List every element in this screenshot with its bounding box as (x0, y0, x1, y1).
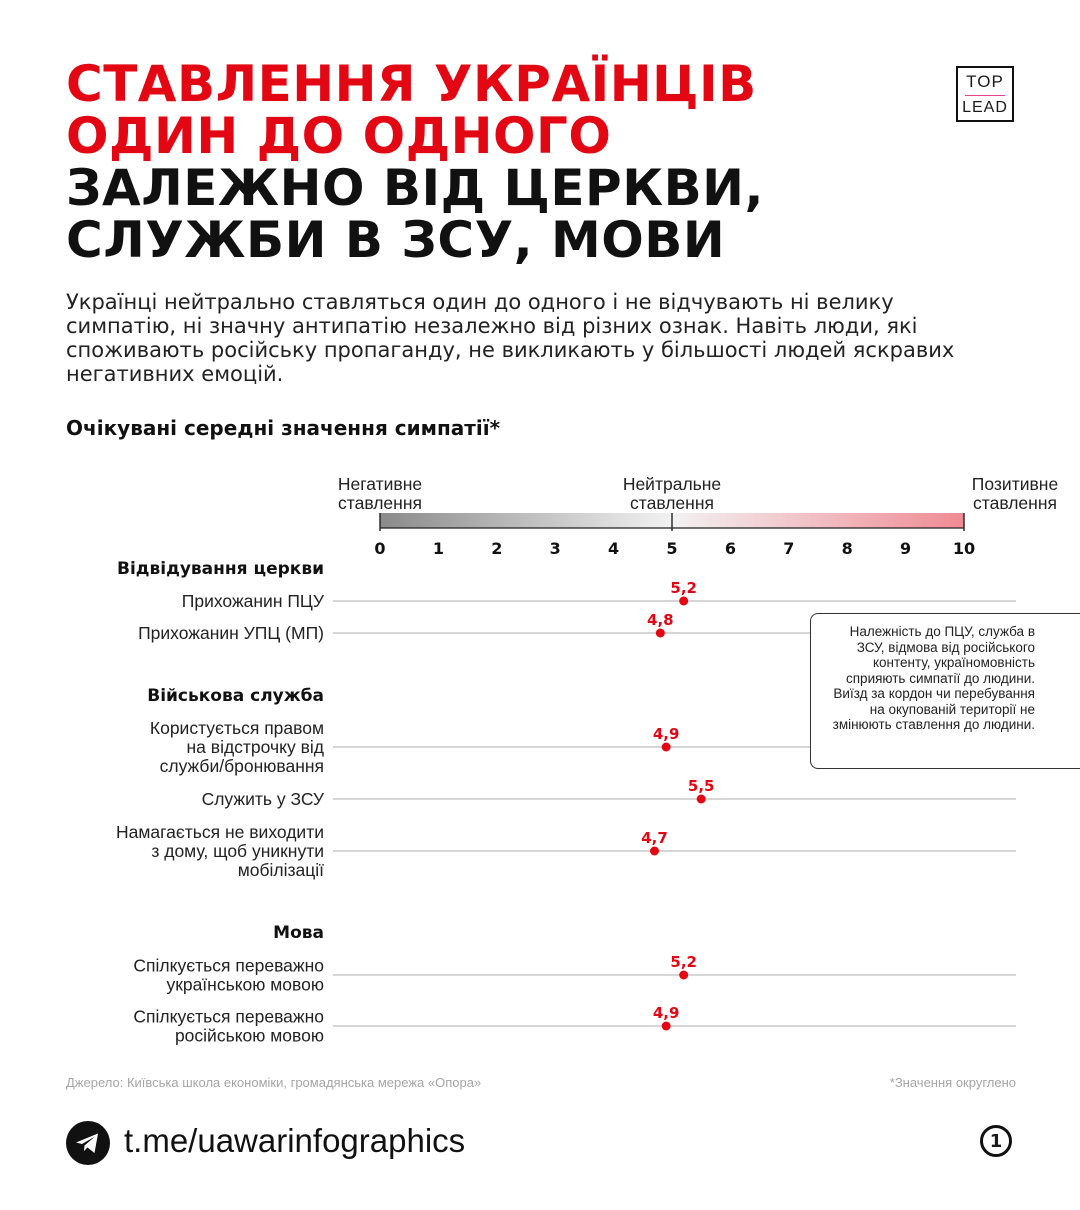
telegram-icon[interactable] (66, 1121, 110, 1165)
title-line-4: СЛУЖБИ В ЗСУ, МОВИ (66, 211, 726, 269)
x-tick-label: 3 (549, 539, 561, 558)
row-label: Намагається не виходити з дому, щоб уникнути мобілізації (115, 822, 324, 880)
scale-label-neutral: Нейтральне ставлення (622, 474, 722, 513)
row-label: Спілкується переважно російською мовою (133, 1006, 324, 1046)
x-tick-label: 4 (608, 539, 620, 558)
row-label: Прихожанин УПЦ (МП) (138, 623, 324, 643)
title-line-3: ЗАЛЕЖНО ВІД ЦЕРКВИ, (66, 159, 765, 217)
x-tick-label: 8 (841, 539, 853, 558)
row-label: Користується правом на відстрочку від служби/бронювання (149, 718, 324, 776)
title-line-1: СТАВЛЕННЯ УКРАЇНЦІВ (66, 55, 757, 113)
x-tick-label: 0 (374, 539, 386, 558)
group-heading: Військова служба (147, 686, 324, 706)
data-label: 4,9 (652, 725, 680, 743)
scale-label-positive: Позитивне ставлення (971, 474, 1059, 513)
row-label: Спілкується переважно українською мовою (133, 955, 324, 995)
x-tick-label: 7 (783, 539, 795, 558)
rounding-footnote: *Значення округлено (889, 1075, 1016, 1090)
data-label: 4,8 (647, 611, 674, 629)
source-note: Джерело: Київська школа економіки, громадянська мережа «Опора» (66, 1075, 482, 1090)
logo-text-lead: LEAD (962, 99, 1008, 116)
x-tick-label: 6 (724, 539, 736, 558)
data-label: 4,7 (641, 829, 668, 847)
logo-text-top: TOP (966, 72, 1004, 91)
telegram-channel-link[interactable]: t.me/uawarinfographics (124, 1122, 466, 1159)
data-point (679, 971, 688, 980)
x-tick-label: 1 (432, 539, 444, 558)
data-label: 5,5 (687, 777, 715, 795)
x-tick-label: 2 (491, 539, 503, 558)
lead-paragraph: Українці нейтрально ставляться один до одного і не відчувають ні велику симпатію, ні значну антипатію незалежно від різних ознак. Навіть люди, які споживають російську пропаганду, не викликають у більшості людей яскравих негативних емоцій. (66, 290, 955, 386)
data-point (679, 597, 688, 606)
group-heading: Мова (273, 923, 324, 943)
data-point (662, 743, 671, 752)
x-tick-label: 5 (666, 539, 678, 558)
page-number: 1 (980, 1125, 1012, 1157)
data-point (656, 629, 665, 638)
data-point (650, 847, 659, 856)
scale-label-negative: Негативне ставлення (337, 474, 423, 513)
callout-note: Належність до ПЦУ, служба в ЗСУ, відмова від російського контенту, україномовність сприяють симпатії до людини. Виїзд за кордон чи перебування на окупованій території не змінюють ставлення до людини. (810, 613, 1080, 769)
x-tick-label: 9 (900, 539, 912, 558)
row-label: Служить у ЗСУ (201, 789, 324, 809)
data-label: 4,9 (652, 1004, 680, 1022)
title-line-2: ОДИН ДО ОДНОГО (66, 107, 612, 165)
data-label: 5,2 (670, 579, 697, 597)
data-point (697, 795, 706, 804)
x-tick-label: 10 (952, 539, 976, 558)
row-label: Прихожанин ПЦУ (181, 591, 324, 611)
data-label: 5,2 (670, 953, 697, 971)
chart-subtitle: Очікувані середні значення симпатії* (66, 416, 501, 440)
data-point (662, 1022, 671, 1031)
group-heading: Відвідування церкви (117, 559, 324, 579)
